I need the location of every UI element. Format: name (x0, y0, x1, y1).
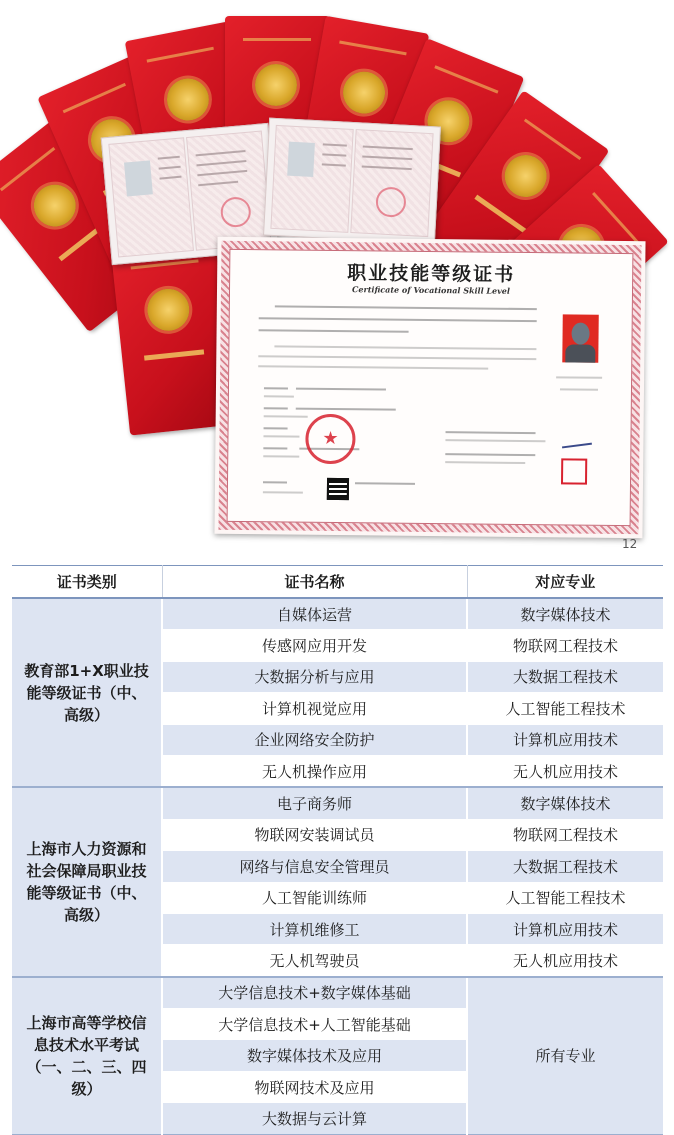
table-header-row (12, 566, 663, 599)
national-emblem-icon (163, 75, 212, 124)
header-category: 证书类别 (12, 566, 162, 599)
id-photo (287, 142, 315, 177)
national-emblem-icon (255, 64, 297, 106)
table-row (12, 977, 663, 1009)
certificate-name-cell: 自媒体运营 (162, 598, 467, 630)
id-photo (124, 160, 153, 196)
vocational-skill-certificate (214, 237, 645, 538)
certificate-name-cell: 大数据分析与应用 (162, 661, 467, 692)
category-cell: 上海市高等学校信息技术水平考试（一、二、三、四级） (12, 977, 162, 1134)
national-emblem-icon (496, 147, 554, 205)
qr-code-icon (327, 478, 349, 500)
national-emblem-icon (340, 68, 389, 117)
major-cell: 人工智能工程技术 (467, 882, 663, 913)
certificate-name-cell: 大学信息技术+人工智能基础 (162, 1009, 467, 1040)
open-certificate-right (263, 118, 441, 245)
certificate-name-cell: 企业网络安全防护 (162, 724, 467, 755)
certificate-name-cell: 无人机驾驶员 (162, 945, 467, 977)
table-row (12, 598, 663, 630)
certificate-name-cell: 物联网技术及应用 (162, 1071, 467, 1102)
holder-photo (562, 314, 599, 362)
major-cell: 数字媒体技术 (467, 598, 663, 630)
major-cell: 大数据工程技术 (467, 851, 663, 882)
major-cell: 物联网工程技术 (467, 819, 663, 850)
header-name: 证书名称 (162, 566, 467, 599)
category-cell: 教育部1+X职业技能等级证书（中、高级） (12, 598, 162, 787)
stamp-icon (561, 458, 587, 484)
major-cell-all: 所有专业 (467, 977, 663, 1134)
certificate-name-cell: 大数据与云计算 (162, 1103, 467, 1134)
major-cell: 物联网工程技术 (467, 630, 663, 661)
certificate-name-cell: 人工智能训练师 (162, 882, 467, 913)
certificate-subtitle: Certificate of Vocational Skill Level (352, 284, 511, 296)
major-cell: 人工智能工程技术 (467, 693, 663, 724)
major-cell: 无人机应用技术 (467, 755, 663, 787)
category-cell: 上海市人力资源和社会保障局职业技能等级证书（中、高级） (12, 787, 162, 976)
red-seal-icon: ★ (305, 414, 356, 465)
certificate-name-cell: 数字媒体技术及应用 (162, 1040, 467, 1071)
certificate-table (12, 565, 663, 1135)
major-cell: 无人机应用技术 (467, 945, 663, 977)
certificate-name-cell: 无人机操作应用 (162, 755, 467, 787)
certificate-name-cell: 网络与信息安全管理员 (162, 851, 467, 882)
national-emblem-icon (145, 287, 191, 333)
major-cell: 数字媒体技术 (467, 787, 663, 819)
certificate-name-cell: 电子商务师 (162, 787, 467, 819)
certificate-name-cell: 物联网安装调试员 (162, 819, 467, 850)
major-cell: 大数据工程技术 (467, 661, 663, 692)
certificate-name-cell: 传感网应用开发 (162, 630, 467, 661)
certificate-name-cell: 计算机视觉应用 (162, 693, 467, 724)
major-cell: 计算机应用技术 (467, 913, 663, 944)
spacer (0, 552, 674, 566)
table-row (12, 787, 663, 819)
page-number: 12 (622, 537, 638, 551)
certificate-name-cell: 大学信息技术+数字媒体基础 (162, 977, 467, 1009)
header-major: 对应专业 (467, 566, 663, 599)
certificate-title: 职业技能等级证书 (347, 262, 516, 286)
certificates-photo (0, 0, 674, 560)
major-cell: 计算机应用技术 (467, 724, 663, 755)
certificate-name-cell: 计算机维修工 (162, 913, 467, 944)
